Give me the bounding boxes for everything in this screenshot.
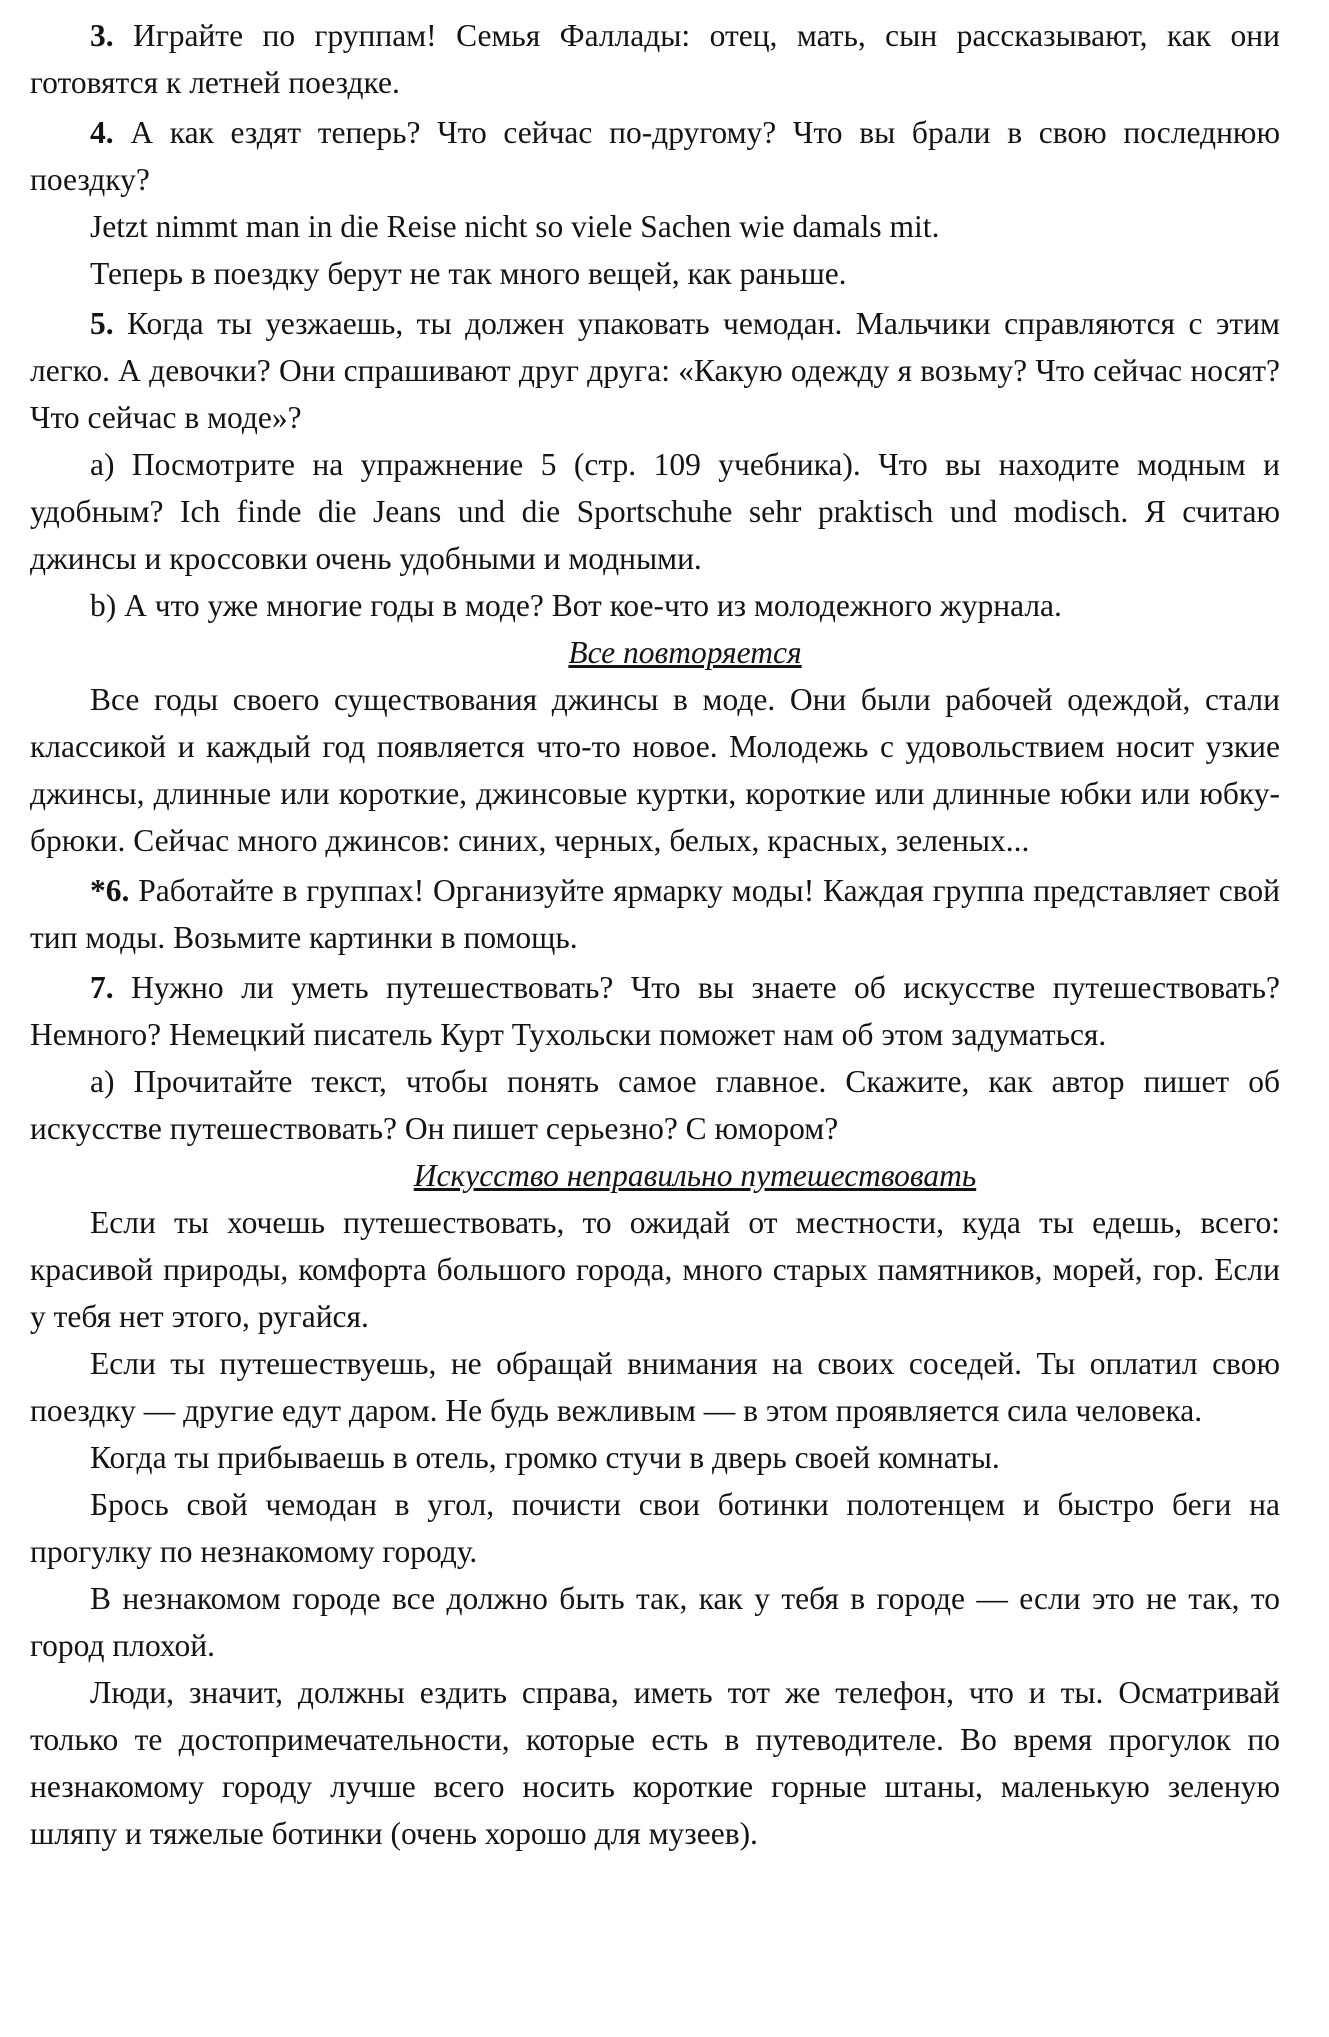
exercise-text: А как ездят теперь? Что сейчас по-другому? Что вы брали в свою последнюю поездку? [30, 115, 1280, 197]
reading-paragraph: Когда ты прибываешь в отель, громко стучи в дверь своей комнаты. [90, 1440, 1000, 1475]
reading-paragraph: Если ты хочешь путешествовать, то ожидай от местности, куда ты едешь, всего: красивой природы, комфорта большого города, много старых памятников, морей, гор. Если у тебя нет этого, ругайся. [30, 1205, 1280, 1334]
exercise-number: *6. [90, 873, 130, 908]
reading-title-1: Все повторяется [568, 635, 802, 670]
reading-paragraph: Брось свой чемодан в угол, почисти свои ботинки полотенцем и быстро беги на прогулку по незнакомому городу. [30, 1487, 1280, 1569]
reading-text-1: Все годы своего существования джинсы в моде. Они были рабочей одеждой, стали классикой и каждый год появляется что-то новое. Молодежь с удовольствием носит узкие джинсы, длинные или короткие, джинсовые куртки, короткие или длинные юбки или юбку-брюки. Сейчас много джинсов: синих, черных, белых, красных, зеленых... [30, 682, 1280, 858]
exercise-3 [30, 12, 1280, 106]
exercise-number: 4. [90, 115, 114, 150]
german-example: Jetzt nimmt man in die Reise nicht so viele Sachen wie damals mit. [90, 209, 940, 244]
exercise-text: Нужно ли уметь путешествовать? Что вы знаете об искусстве путешествовать? Немного? Немецкий писатель Курт Тухольски поможет нам об этом задуматься. [30, 970, 1280, 1052]
exercise-text: Играйте по группам! Семья Фаллады: отец, мать, сын рассказывают, как они готовятся к летней поездке. [30, 18, 1280, 100]
reading-title-2: Искусство неправильно путешествовать [413, 1158, 977, 1193]
exercise-6 [30, 867, 1280, 961]
exercise-4 [30, 109, 1280, 203]
exercise-5a: а) Посмотрите на упражнение 5 (стр. 109 учебника). Что вы находите модным и удобным? Ich finde die Jeans und die Sportschuhe sehr praktisch und modisch. Я считаю джинсы и кроссовки очень удобными и модными. [30, 447, 1280, 576]
exercise-text: Когда ты уезжаешь, ты должен упаковать чемодан. Мальчики справляются с этим легко. А девочки? Они спрашивают друг друга: «Какую одежду я возьму? Что сейчас носят? Что сейчас в моде»? [30, 306, 1280, 435]
exercise-number: 7. [90, 970, 114, 1005]
reading-paragraph: В незнакомом городе все должно быть так, как у тебя в городе — если это не так, то город плохой. [30, 1581, 1280, 1663]
exercise-5b: b) А что уже многие годы в моде? Вот кое-что из молодежного журнала. [90, 588, 1062, 623]
exercise-number: 3. [90, 18, 114, 53]
exercise-text: Работайте в группах! Организуйте ярмарку моды! Каждая группа представляет свой тип моды. Возьмите картинки в помощь. [30, 873, 1280, 955]
reading-paragraph: Если ты путешествуешь, не обращай внимания на своих соседей. Ты оплатил свою поездку — другие едут даром. Не будь вежливым — в этом проявляется сила человека. [30, 1346, 1280, 1428]
exercise-7 [30, 964, 1280, 1058]
russian-example: Теперь в поездку берут не так много вещей, как раньше. [90, 256, 847, 291]
exercise-7a: а) Прочитайте текст, чтобы понять самое главное. Скажите, как автор пишет об искусстве путешествовать? Он пишет серьезно? С юмором? [30, 1064, 1280, 1146]
exercise-5 [30, 300, 1280, 441]
textbook-page [30, 12, 1280, 1857]
exercise-number: 5. [90, 306, 114, 341]
reading-paragraph: Люди, значит, должны ездить справа, иметь тот же телефон, что и ты. Осматривай только те достопримечательности, которые есть в путеводителе. Во время прогулок по незнакомому городу лучше всего носить короткие горные штаны, маленькую зеленую шляпу и тяжелые ботинки (очень хорошо для музеев). [30, 1675, 1280, 1851]
